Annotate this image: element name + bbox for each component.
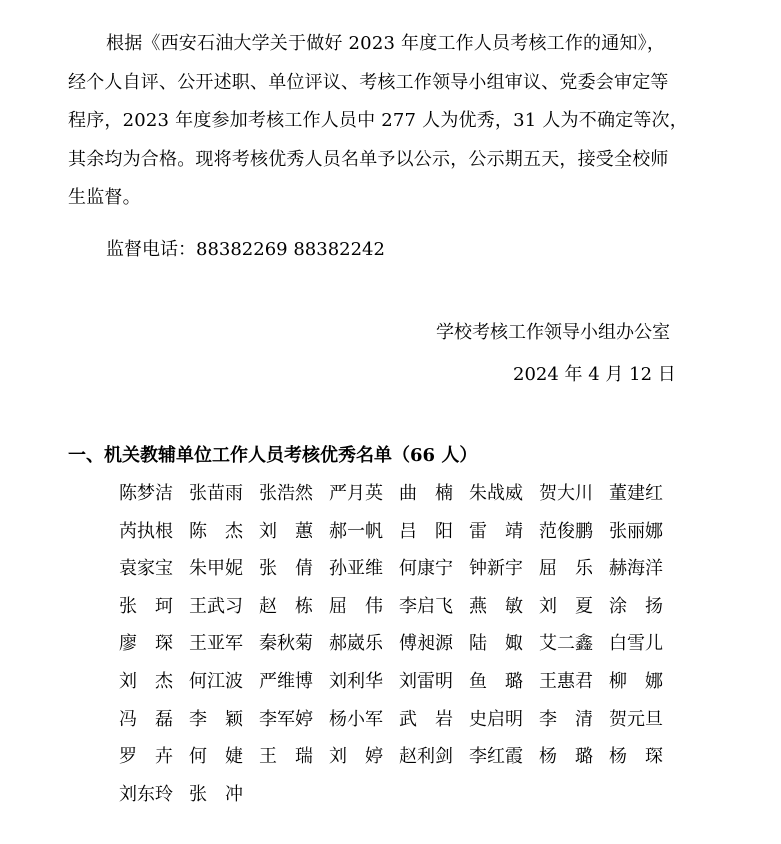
name-item: 朱战威 <box>469 483 523 504</box>
notice-line: 根据《西安石油大学关于做好 2023 年度工作人员考核工作的通知》， <box>106 33 666 54</box>
name-item: 杨璐 <box>539 746 611 768</box>
name-item: 涂扬 <box>609 595 681 617</box>
name-item: 刘东玲 <box>119 783 173 805</box>
name-item: 王亚军 <box>189 633 243 655</box>
name-item: 屈伟 <box>329 595 401 617</box>
signature-organization: 学校考核工作领导小组办公室 <box>436 322 670 343</box>
name-item: 何康宁 <box>399 558 453 580</box>
name-item: 燕敏 <box>469 595 541 617</box>
name-item: 史启明 <box>469 708 523 730</box>
name-item: 赵栋 <box>259 595 331 617</box>
notice-line: 经个人自评、公开述职、单位评议、考核工作领导小组审议、党委会审定等 <box>68 71 669 93</box>
name-item: 何婕 <box>189 746 261 768</box>
section-title: 一、机关教辅单位工作人员考核优秀名单（66 人） <box>68 445 478 466</box>
name-item: 赫海洋 <box>609 558 663 580</box>
name-item: 范俊鹏 <box>539 520 593 542</box>
name-item: 刘夏 <box>539 595 611 617</box>
name-item: 廖琛 <box>119 633 191 655</box>
name-item: 秦秋菊 <box>259 633 313 655</box>
name-item: 刘雷明 <box>399 670 453 692</box>
name-item: 朱甲妮 <box>189 558 243 580</box>
name-item: 刘婷 <box>329 746 401 768</box>
name-item: 张浩然 <box>259 483 313 504</box>
name-item: 屈乐 <box>539 558 611 580</box>
name-item: 李清 <box>539 708 611 730</box>
name-item: 刘杰 <box>119 670 191 692</box>
notice-paragraph <box>68 25 688 218</box>
name-item: 李启飞 <box>399 595 453 617</box>
name-item: 何江波 <box>189 670 243 692</box>
name-item: 武岩 <box>399 708 471 730</box>
name-item: 张冲 <box>189 783 261 805</box>
name-item: 孙亚维 <box>329 558 383 580</box>
name-item: 冯磊 <box>119 708 191 730</box>
name-item: 陈杰 <box>189 520 261 542</box>
name-item: 鱼璐 <box>469 670 541 692</box>
supervision-phone: 监督电话：88382269 88382242 <box>106 239 385 260</box>
name-item: 李军婷 <box>259 708 313 730</box>
name-item: 郝一帆 <box>329 520 383 542</box>
name-item: 王武习 <box>189 595 243 617</box>
name-item: 刘蕙 <box>259 520 331 542</box>
name-item: 张珂 <box>119 595 191 617</box>
notice-line: 其余均为合格。现将考核优秀人员名单予以公示，公示期五天，接受全校师 <box>68 148 669 170</box>
name-item: 董建红 <box>609 483 663 504</box>
name-item: 李红霞 <box>469 746 523 768</box>
notice-line: 生监督。 <box>68 187 141 208</box>
name-item: 杨琛 <box>609 746 681 768</box>
name-item: 雷靖 <box>469 520 541 542</box>
name-item: 白雪儿 <box>609 633 663 655</box>
name-item: 陈梦洁 <box>119 483 173 504</box>
name-item: 吕阳 <box>399 520 471 542</box>
name-item: 曲楠 <box>399 483 471 504</box>
name-item: 芮执根 <box>119 520 173 542</box>
name-item: 傅昶源 <box>399 633 453 655</box>
name-item: 罗卉 <box>119 746 191 768</box>
name-item: 张丽娜 <box>609 520 663 542</box>
notice-line: 程序，2023 年度参加考核工作人员中 277 人为优秀，31 人为不确定等次， <box>68 110 688 131</box>
name-item: 刘利华 <box>329 670 383 692</box>
name-item: 王惠君 <box>539 670 593 692</box>
name-item: 艾二鑫 <box>539 633 593 655</box>
name-item: 严维博 <box>259 670 313 692</box>
name-item: 张倩 <box>259 558 331 580</box>
signature-date: 2024 年 4 月 12 日 <box>513 364 676 385</box>
name-item: 柳娜 <box>609 670 681 692</box>
name-item: 贺大川 <box>539 483 593 504</box>
name-item: 贺元旦 <box>609 708 663 730</box>
name-item: 赵利剑 <box>399 746 453 768</box>
name-item: 张苗雨 <box>189 483 243 504</box>
name-item: 陆娵 <box>469 633 541 655</box>
name-item: 杨小军 <box>329 708 383 730</box>
name-item: 李颖 <box>189 708 261 730</box>
name-item: 王瑞 <box>259 746 331 768</box>
name-list <box>119 482 679 820</box>
name-item: 严月英 <box>329 483 383 504</box>
name-item: 钟新宇 <box>469 558 523 580</box>
name-item: 袁家宝 <box>119 558 173 580</box>
name-item: 郝崴乐 <box>329 633 383 655</box>
